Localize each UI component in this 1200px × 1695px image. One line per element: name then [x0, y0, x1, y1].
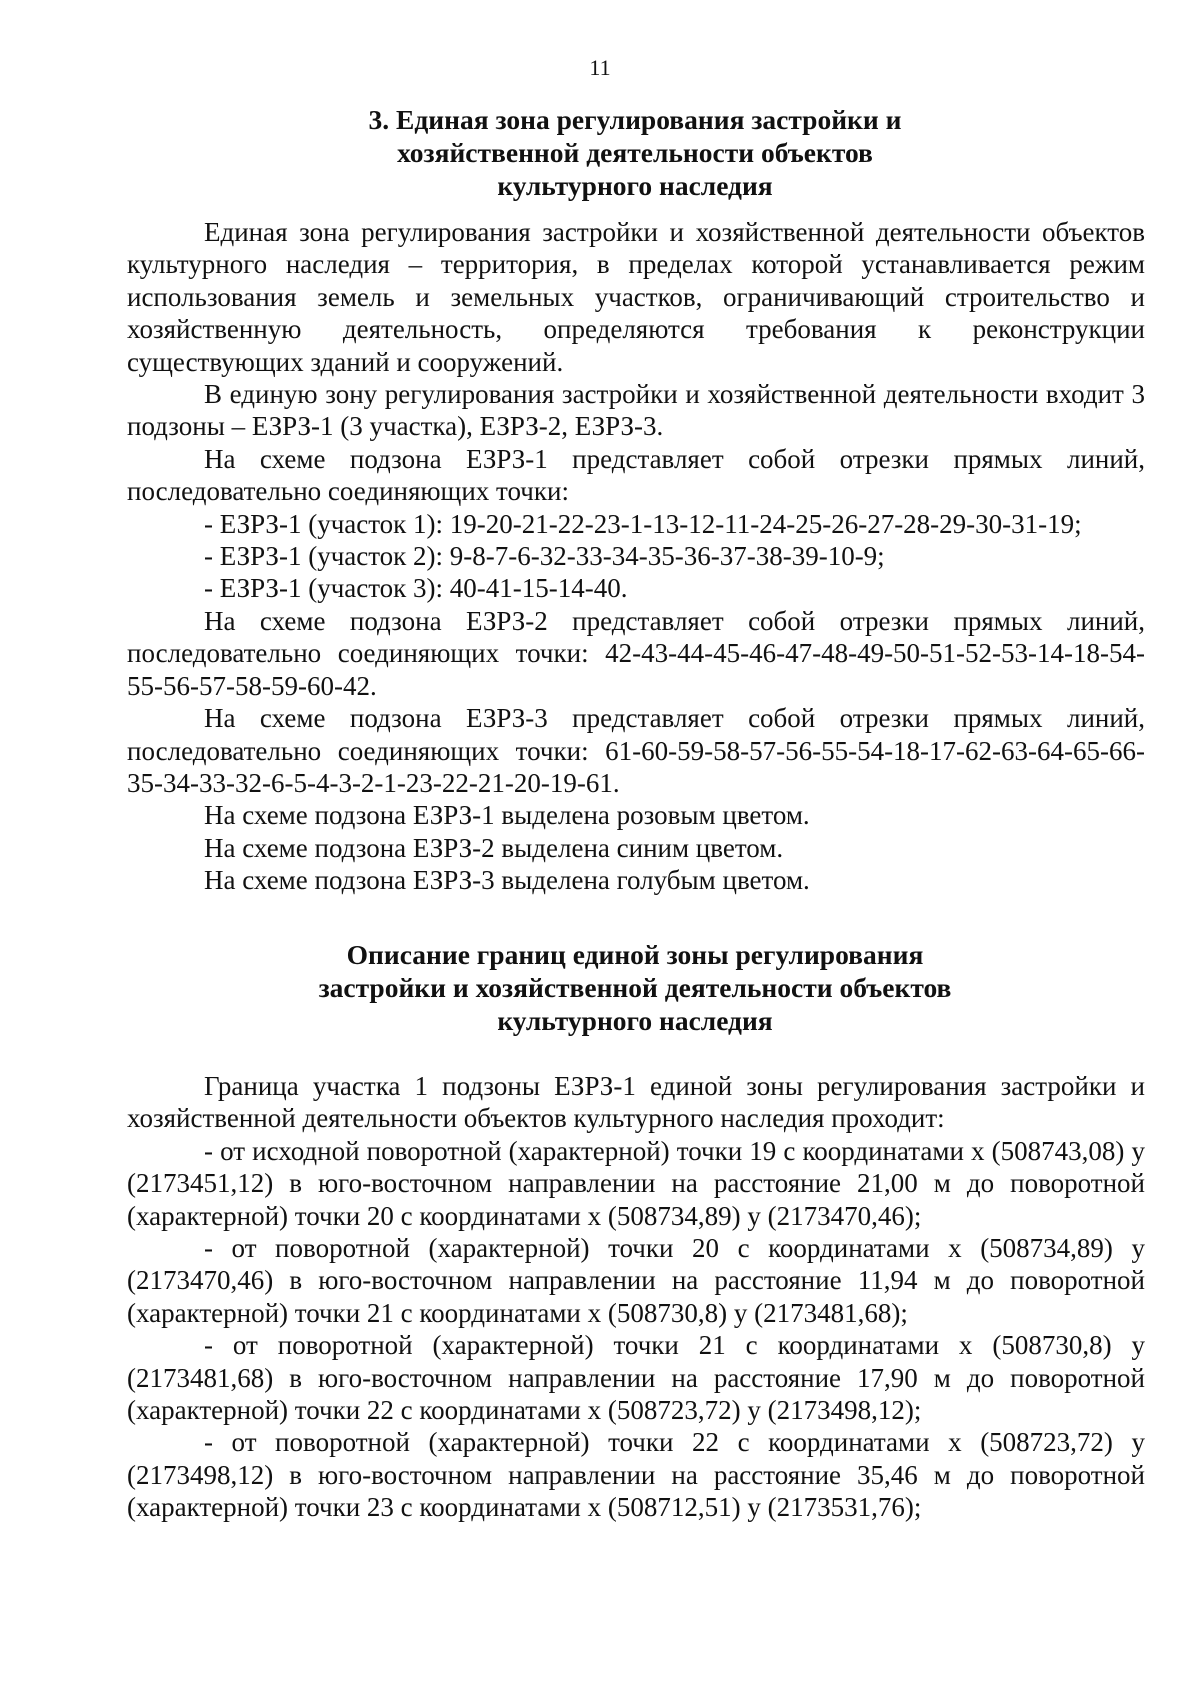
color-note-ezrz2: На схеме подзона ЕЗРЗ-2 выделена синим цветом. [204, 832, 784, 863]
color-note-ezrz1: На схеме подзона ЕЗРЗ-1 выделена розовым цветом. [204, 800, 810, 831]
ezrz1-scheme-paragraph: На схеме подзона ЕЗРЗ-1 представляет собой отрезки прямых линий, последовательно соединяющих точки: [127, 443, 1145, 507]
section-title-line: 3. Единая зона регулирования застройки и [368, 104, 902, 135]
description-title [200, 938, 1070, 1037]
plot-2-line: - ЕЗРЗ-1 (участок 2): 9-8-7-6-32-33-34-35-36-37-38-39-10-9; [204, 541, 885, 572]
plot-3-line: - ЕЗРЗ-1 (участок 3): 40-41-15-14-40. [204, 573, 628, 604]
definition-paragraph: Единая зона регулирования застройки и хозяйственной деятельности объектов культурного наследия – территория, в пределах которой устанавливается режим использования земель и земельных участков, ограничивающий строительство и хозяйственную деятельность, определяются требования к реконструкции существующих зданий и сооружений. [127, 217, 1145, 377]
plot-1-line: - ЕЗРЗ-1 (участок 1): 19-20-21-22-23-1-13-12-11-24-25-26-27-28-29-30-31-19; [204, 508, 1082, 539]
subzones-paragraph: В единую зону регулирования застройки и хозяйственной деятельности входит 3 подзоны – ЕЗРЗ-1 (3 участка), ЕЗРЗ-2, ЕЗРЗ-3. [127, 379, 1145, 442]
ezrz2-scheme-paragraph: На схеме подзона ЕЗРЗ-2 представляет собой отрезки прямых линий, последовательно соединяющих точки: 42-43-44-45-46-47-48-49-50-51-52-53-14-18-54-55-56-57-58-59-60-42. [127, 605, 1145, 701]
boundary-segment: - от поворотной (характерной) точки 22 с координатами х (508723,72) у (2173498,12) в юго-восточном направлении на расстояние 35,46 м до поворотной (характерной) точки 23 с координатами х (508712,51) у (2173531,76); [127, 1427, 1145, 1523]
page-number: 11 [589, 55, 611, 80]
boundary-segment: - от исходной поворотной (характерной) точки 19 с координатами х (508743,08) у (2173451,12) в юго-восточном направлении на расстояние 21,00 м до поворотной (характерной) точки 20 с координатами х (508734,89) у (2173470,46); [127, 1135, 1145, 1231]
description-body [127, 1070, 1145, 1524]
boundary-intro-paragraph: Граница участка 1 подзоны ЕЗРЗ-1 единой зоны регулирования застройки и хозяйственной деятельности объектов культурного наследия проходит: [127, 1071, 1145, 1134]
description-title-line: культурного наследия [497, 1005, 773, 1036]
section-title [200, 103, 1070, 202]
section-body [127, 216, 1145, 897]
description-title-line: Описание границ единой зоны регулирования [346, 939, 924, 970]
color-note-ezrz3: На схеме подзона ЕЗРЗ-3 выделена голубым цветом. [204, 865, 810, 896]
ezrz3-scheme-paragraph: На схеме подзона ЕЗРЗ-3 представляет собой отрезки прямых линий, последовательно соединяющих точки: 61-60-59-58-57-56-55-54-18-17-62-63-64-65-66-35-34-33-32-6-5-4-3-2-1-23-22-21-20-19-61. [127, 703, 1145, 798]
description-title-line: застройки и хозяйственной деятельности объектов [318, 972, 952, 1003]
section-title-line: хозяйственной деятельности объектов [397, 137, 873, 168]
boundary-segment: - от поворотной (характерной) точки 21 с координатами х (508730,8) у (2173481,68) в юго-восточном направлении на расстояние 17,90 м до поворотной (характерной) точки 22 с координатами х (508723,72) у (2173498,12); [127, 1330, 1145, 1426]
boundary-segment: - от поворотной (характерной) точки 20 с координатами х (508734,89) у (2173470,46) в юго-восточном направлении на расстояние 11,94 м до поворотной (характерной) точки 21 с координатами х (508730,8) у (2173481,68); [127, 1233, 1145, 1328]
section-title-line: культурного наследия [497, 170, 773, 201]
